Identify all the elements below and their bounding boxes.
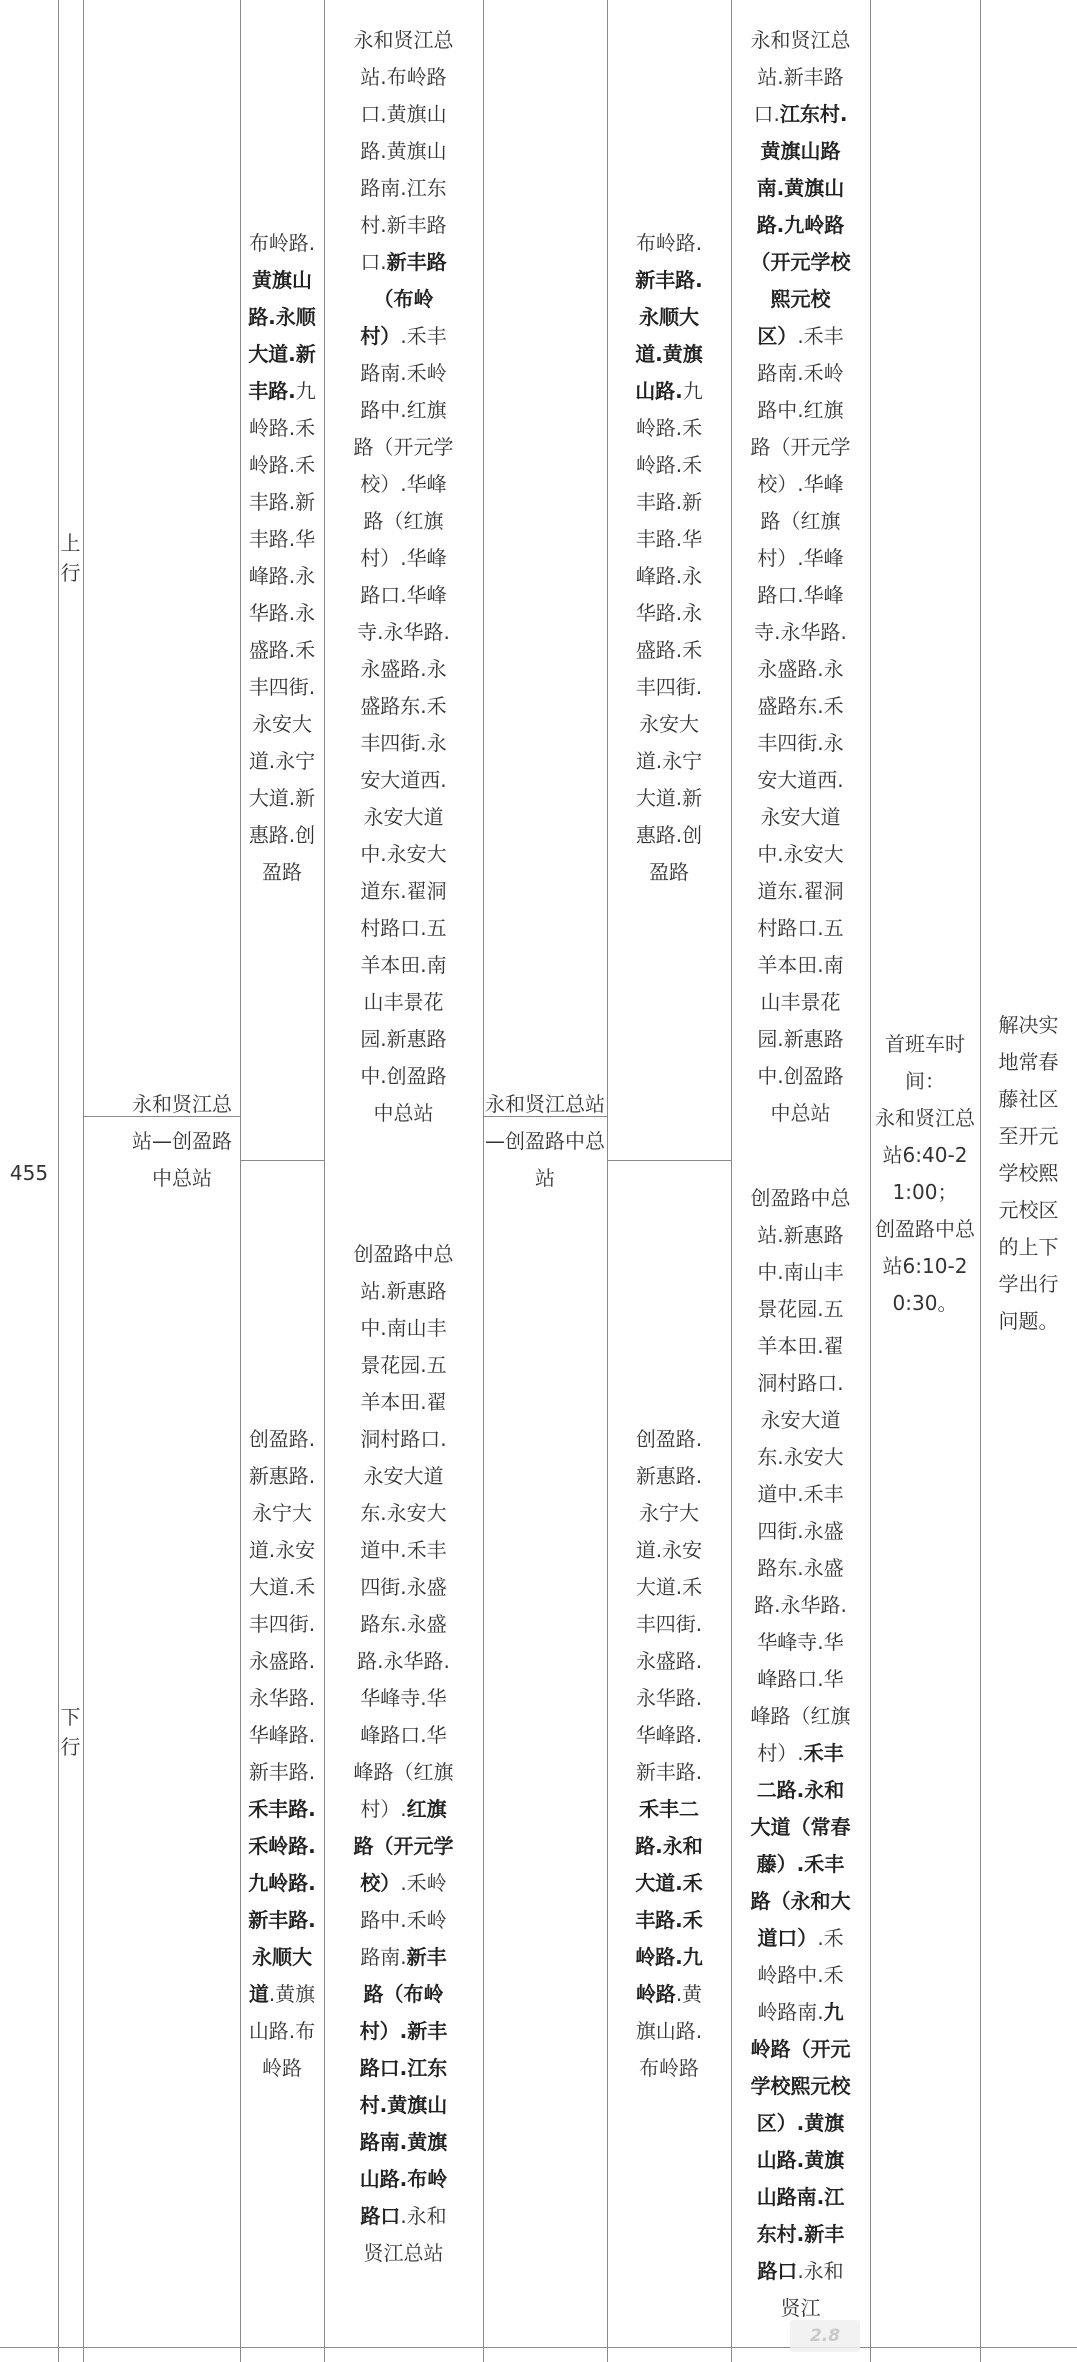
schedule-heading: 首班车时间： xyxy=(885,1031,965,1093)
text-segment: 永和贤江总站.新丰路口. xyxy=(750,28,851,126)
old-route-name: 永和贤江总站—创盈路中总站 xyxy=(132,1092,232,1190)
text-segment: 创盈路.新惠路.永宁大道.永安大道.禾丰四街.永盛路.永华路.华峰路.新丰路. xyxy=(248,1426,316,1784)
old-down-stops-cell xyxy=(324,1160,483,2347)
text-segment: 布岭路. xyxy=(248,231,316,255)
bold-text-segment: 新丰路（布岭村） xyxy=(360,250,447,348)
text-segment: .黄旗山路.布岭路 xyxy=(248,1981,316,2080)
up-direction-cell xyxy=(58,0,83,1116)
text-segment: 九岭路.禾岭路.禾丰路.新丰路.华峰路.永华路.永盛路.禾丰四街.永安大道.永宁大道.新惠路.创盈路 xyxy=(635,379,703,884)
text-segment: .永和贤江 xyxy=(780,2259,844,2320)
bold-text-segment: 黄旗山路.永顺大道.新丰路. xyxy=(248,268,316,403)
text-segment: .禾岭路中.禾岭路南. xyxy=(757,1926,844,2024)
new-down-roads xyxy=(629,1421,709,2087)
new-up-roads xyxy=(629,225,709,891)
text-segment: .禾丰路南.禾岭路中.红旗路（开元学校）.华峰路（红旗村）.华峰路口.华峰寺.永华路.永盛路.永盛路东.禾丰四街.永安大道西.永安大道中.永安大道东.翟洞村路口.五羊本田.南山丰景花园.新惠路中.创盈路中总站 xyxy=(353,324,454,1125)
up-direction-label: 上行 xyxy=(60,531,81,585)
bold-text-segment: 禾丰二路.永和大道.禾丰路.禾岭路.九岭路 xyxy=(635,1796,703,2006)
new-down-roads-cell xyxy=(607,1160,731,2347)
text-segment: .禾岭路中.禾岭路南. xyxy=(360,1870,447,1969)
schedule-cell xyxy=(870,0,980,2347)
new-route-name-cell xyxy=(483,1086,607,1197)
new-up-stops xyxy=(751,22,851,1132)
text-segment: .黄旗山路.布岭路 xyxy=(635,1981,703,2080)
bold-text-segment: 禾丰二路.永和大道（常春藤）.禾丰路（永和大道口） xyxy=(750,1741,851,1950)
down-direction-label: 下行 xyxy=(60,1704,81,1759)
schedule-line-1: 永和贤江总站6:40-21:00； xyxy=(875,1105,975,1204)
bold-text-segment: 红旗路（开元学校） xyxy=(353,1796,454,1895)
bold-text-segment: 江东村.黄旗山路南.黄旗山路.九岭路（开元学校熙元校区） xyxy=(750,102,851,348)
new-route-name: 永和贤江总站—创盈路中总站 xyxy=(485,1092,605,1190)
bold-text-segment: 九岭路（开元学校熙元校区）.黄旗山路.黄旗山路南.江东村.新丰路口 xyxy=(750,2000,851,2283)
old-route-name-cell xyxy=(124,1086,240,1197)
route-number: 455 xyxy=(9,1161,49,1185)
down-direction-cell xyxy=(58,1116,83,2347)
route-number-cell xyxy=(0,0,58,2347)
text-segment: 布岭路. xyxy=(635,231,703,255)
text-segment: 创盈路中总站.新惠路中.南山丰景花园.五羊本田.翟洞村路口.永安大道东.永安大道中.禾丰四街.永盛路东.永盛路.永华路.华峰寺.华峰路口.华峰路（红旗村）. xyxy=(750,1186,851,1765)
purpose-text: 解决实地常春藤社区至开元学校熙元校区的上下学出行问题。 xyxy=(998,1013,1059,1333)
old-down-stops xyxy=(354,1236,454,2272)
schedule-text xyxy=(875,1026,975,1322)
new-up-roads-cell xyxy=(607,0,731,1116)
grid-line xyxy=(83,0,84,2362)
text-segment: 永和贤江总站.布岭路口.黄旗山路.黄旗山路南.江东村.新丰路口. xyxy=(353,28,454,274)
bold-text-segment: 禾丰路.禾岭路.九岭路.新丰路.永顺大道 xyxy=(248,1796,316,2006)
text-segment: 创盈路.新惠路.永宁大道.永安大道.禾丰四街.永盛路.永华路.华峰路.新丰路. xyxy=(635,1426,703,1784)
text-segment: 九岭路.禾岭路.禾丰路.新丰路.华峰路.永华路.永盛路.禾丰四街.永安大道.永宁大道.新惠路.创盈路 xyxy=(248,379,316,884)
new-up-stops-cell xyxy=(731,22,870,1132)
old-up-roads-cell xyxy=(240,0,324,1116)
watermark-badge: 2.8 xyxy=(790,2320,860,2352)
purpose-cell xyxy=(980,0,1077,2347)
old-up-stops xyxy=(354,22,454,1132)
table-bottom-border xyxy=(0,2347,1077,2348)
old-up-stops-cell xyxy=(324,22,483,1132)
text-segment: .永和贤江总站 xyxy=(363,2203,447,2265)
new-down-stops xyxy=(751,1180,851,2327)
old-down-roads xyxy=(244,1421,320,2087)
text-segment: .禾丰路南.禾岭路中.红旗路（开元学校）.华峰路（红旗村）.华峰路口.华峰寺.永华路.永盛路.永盛路东.禾丰四街.永安大道西.永安大道中.永安大道东.翟洞村路口.五羊本田.南山丰景花园.新惠路中.创盈路中总站 xyxy=(750,324,851,1125)
bold-text-segment: 新丰路.永顺大道.黄旗山路. xyxy=(635,268,703,403)
text-segment: 创盈路中总站.新惠路中.南山丰景花园.五羊本田.翟洞村路口.永安大道东.永安大道中.禾丰四街.永盛路东.永盛路.永华路.华峰寺.华峰路口.华峰路（红旗村）. xyxy=(353,1241,454,1821)
old-up-roads xyxy=(244,225,320,891)
new-down-stops-cell xyxy=(731,1180,870,2327)
schedule-line-2: 创盈路中总站6:10-20:30。 xyxy=(875,1216,975,1315)
old-down-roads-cell xyxy=(240,1160,324,2347)
bold-text-segment: 新丰路（布岭村）.新丰路口.江东村.黄旗山路南.黄旗山路.布岭路口 xyxy=(359,1944,448,2228)
